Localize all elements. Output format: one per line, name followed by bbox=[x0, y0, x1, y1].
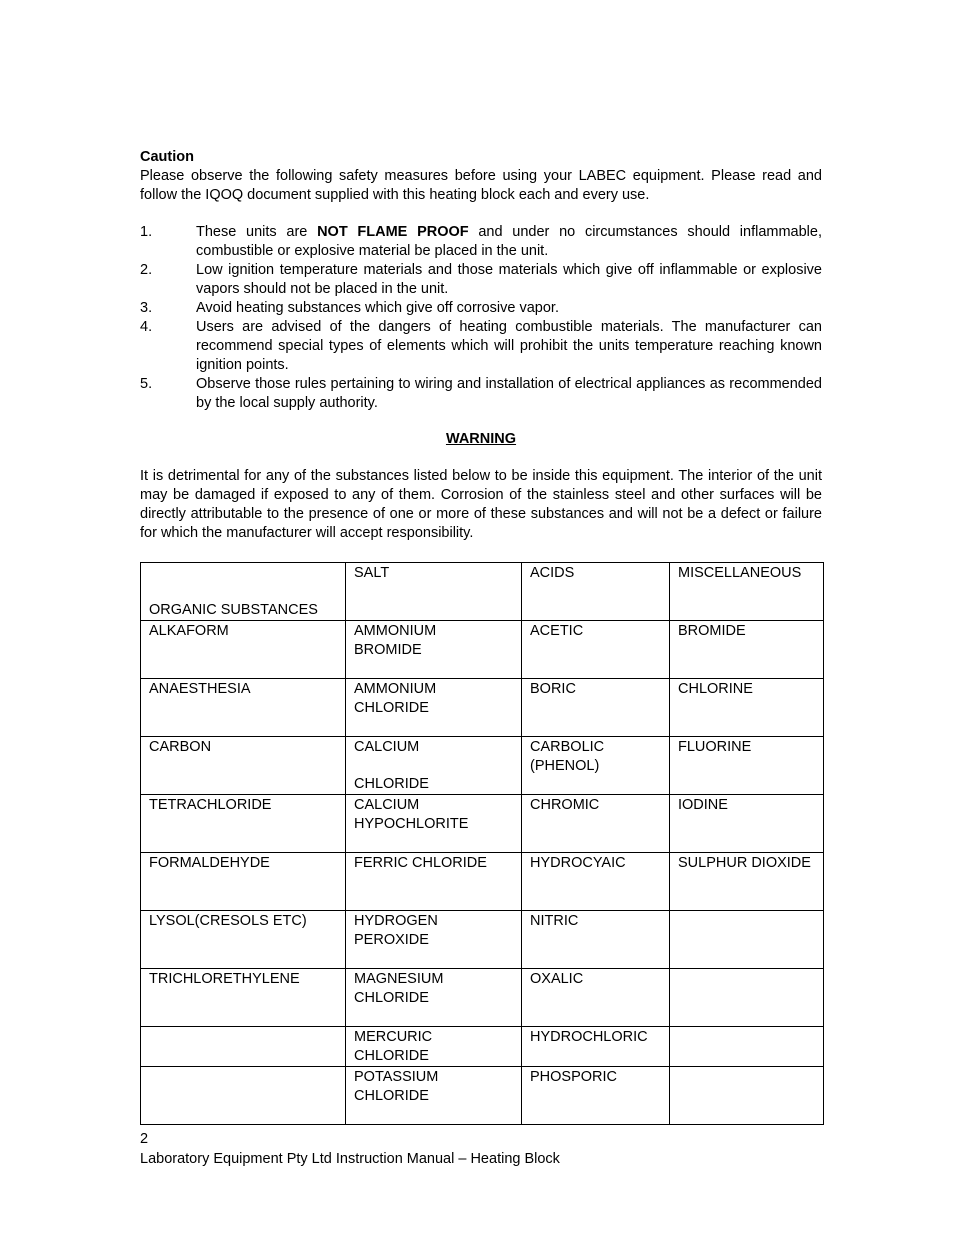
salt-line: MAGNESIUM bbox=[354, 971, 444, 987]
list-item bbox=[140, 375, 822, 413]
acid-cell bbox=[522, 737, 670, 795]
warning-heading: WARNING bbox=[445, 431, 517, 447]
salt-line: CALCIUM bbox=[354, 739, 420, 755]
salt-cell bbox=[346, 737, 522, 795]
table-row bbox=[141, 1067, 824, 1125]
salt-line: HYPOCHLORITE bbox=[354, 816, 469, 832]
misc-cell: IODINE bbox=[670, 795, 824, 853]
header-misc: MISCELLANEOUS bbox=[670, 563, 824, 621]
table-row bbox=[141, 911, 824, 969]
acid-cell: PHOSPORIC bbox=[522, 1067, 670, 1125]
table-row bbox=[141, 1027, 824, 1067]
acid-cell: ACETIC bbox=[522, 621, 670, 679]
salt-cell bbox=[346, 795, 522, 853]
salt-line: PEROXIDE bbox=[354, 932, 429, 948]
salt-line: CHLORIDE bbox=[354, 990, 429, 1006]
salt-line: HYDROGEN bbox=[354, 913, 438, 929]
misc-cell bbox=[670, 969, 824, 1027]
salt-cell bbox=[346, 969, 522, 1027]
salt-line: CALCIUM bbox=[354, 797, 420, 813]
organic-cell: CARBON bbox=[141, 737, 346, 795]
salt-line: CHLORIDE bbox=[354, 776, 429, 792]
table-row bbox=[141, 621, 824, 679]
organic-cell: FORMALDEHYDE bbox=[141, 853, 346, 911]
salt-cell bbox=[346, 1027, 522, 1067]
salt-cell bbox=[346, 679, 522, 737]
salt-line: AMMONIUM bbox=[354, 681, 437, 697]
acid-cell: HYDROCHLORIC bbox=[522, 1027, 670, 1067]
organic-cell: LYSOL(CRESOLS ETC) bbox=[141, 911, 346, 969]
table-header-row bbox=[141, 563, 824, 621]
list-text-post: and under no circumstances should inflammable, combustible or explosive material be placed in the unit. bbox=[196, 224, 822, 259]
organic-cell: ANAESTHESIA bbox=[141, 679, 346, 737]
acid-cell: BORIC bbox=[522, 679, 670, 737]
page-number: 2 bbox=[140, 1131, 149, 1147]
caution-intro: Please observe the following safety measures before using your LABEC equipment. Please read and follow the IQOQ document supplied with this heating block each and every use. bbox=[140, 168, 822, 203]
salt-cell bbox=[346, 911, 522, 969]
acid-cell: CHROMIC bbox=[522, 795, 670, 853]
misc-cell bbox=[670, 1027, 824, 1067]
table-row bbox=[141, 969, 824, 1027]
header-organic: ORGANIC SUBSTANCES bbox=[141, 563, 346, 621]
organic-cell: TRICHLORETHYLENE bbox=[141, 969, 346, 1027]
salt-cell bbox=[346, 1067, 522, 1125]
organic-cell bbox=[141, 1027, 346, 1067]
misc-cell bbox=[670, 911, 824, 969]
salt-line-blank bbox=[354, 757, 513, 775]
list-item bbox=[140, 318, 822, 375]
list-text bbox=[196, 223, 822, 261]
safety-measures-list bbox=[140, 223, 822, 413]
salt-line: POTASSIUM bbox=[354, 1069, 439, 1085]
list-number: 1. bbox=[140, 224, 153, 240]
table-row bbox=[141, 679, 824, 737]
caution-heading: Caution bbox=[140, 149, 194, 165]
organic-cell: ALKAFORM bbox=[141, 621, 346, 679]
acid-line: (PHENOL) bbox=[530, 758, 600, 774]
table-row bbox=[141, 853, 824, 911]
acid-line: CARBOLIC bbox=[530, 739, 605, 755]
salt-line: MERCURIC bbox=[354, 1029, 433, 1045]
salt-line: AMMONIUM bbox=[354, 623, 437, 639]
list-text-pre: These units are bbox=[196, 224, 318, 240]
salt-line: CHLORIDE bbox=[354, 1048, 429, 1064]
acid-cell: OXALIC bbox=[522, 969, 670, 1027]
table-row bbox=[141, 795, 824, 853]
list-text: Observe those rules pertaining to wiring and installation of electrical appliances as recommended by the local supply authority. bbox=[196, 376, 822, 411]
header-salt: SALT bbox=[346, 563, 522, 621]
salt-line: CHLORIDE bbox=[354, 1088, 429, 1104]
organic-cell bbox=[141, 1067, 346, 1125]
not-flame-proof-emphasis: NOT FLAME PROOF bbox=[317, 224, 469, 240]
misc-cell bbox=[670, 1067, 824, 1125]
list-number: 4. bbox=[140, 319, 153, 335]
list-item bbox=[140, 299, 822, 318]
list-item bbox=[140, 223, 822, 261]
salt-line: CHLORIDE bbox=[354, 700, 429, 716]
salt-cell: FERRIC CHLORIDE bbox=[346, 853, 522, 911]
list-text: Users are advised of the dangers of heating combustible materials. The manufacturer can recommend special types of elements which will prohibit the units temperature reaching known ignition points. bbox=[196, 319, 822, 373]
misc-cell: BROMIDE bbox=[670, 621, 824, 679]
footer-text: Laboratory Equipment Pty Ltd Instruction Manual – Heating Block bbox=[140, 1151, 560, 1167]
page-footer bbox=[140, 1129, 560, 1169]
warning-text: It is detrimental for any of the substances listed below to be inside this equipment. The interior of the unit may be damaged if exposed to any of them. Corrosion of the stainless steel and other surfaces will be directly attributable to the presence of one or more of these substances and will not be a defect or failure for which the manufacturer will accept responsibility. bbox=[140, 468, 822, 541]
salt-line: BROMIDE bbox=[354, 642, 422, 658]
list-number: 2. bbox=[140, 262, 153, 278]
organic-cell: TETRACHLORIDE bbox=[141, 795, 346, 853]
salt-cell bbox=[346, 621, 522, 679]
list-item bbox=[140, 261, 822, 299]
substances-table bbox=[140, 562, 824, 1125]
list-number: 3. bbox=[140, 300, 153, 316]
header-acids: ACIDS bbox=[522, 563, 670, 621]
table-row bbox=[141, 737, 824, 795]
list-text: Avoid heating substances which give off corrosive vapor. bbox=[196, 300, 559, 316]
list-text: Low ignition temperature materials and those materials which give off inflammable or explosive vapors should not be placed in the unit. bbox=[196, 262, 822, 297]
document-page bbox=[140, 148, 822, 1125]
acid-cell: HYDROCYAIC bbox=[522, 853, 670, 911]
list-number: 5. bbox=[140, 376, 153, 392]
misc-cell: FLUORINE bbox=[670, 737, 824, 795]
acid-cell: NITRIC bbox=[522, 911, 670, 969]
misc-cell: CHLORINE bbox=[670, 679, 824, 737]
misc-cell: SULPHUR DIOXIDE bbox=[670, 853, 824, 911]
